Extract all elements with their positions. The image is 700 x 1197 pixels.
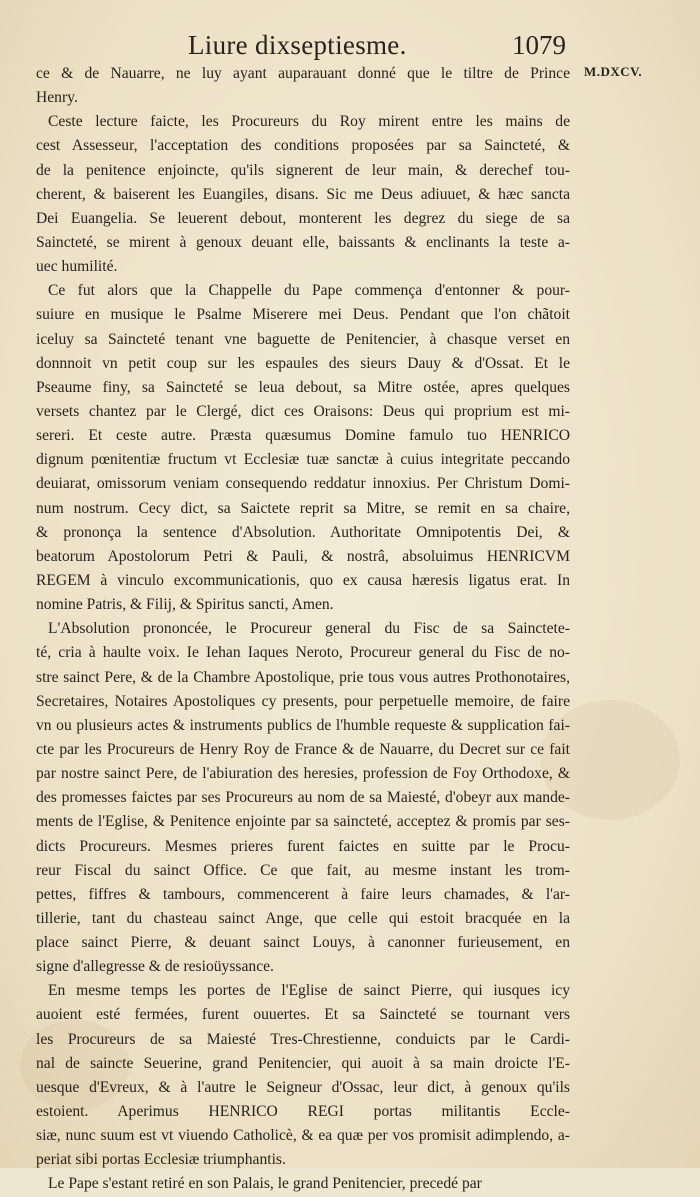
running-header xyxy=(0,30,700,64)
text-line: des promesses faictes par ses Procureurs au nom de sa Maiesté, d'obeyr aux mande- xyxy=(36,789,570,807)
text-line: donnnoit vn petit coup sur les espaules des sieurs Dauy & d'Ossat. Et le xyxy=(36,354,570,372)
text-line: beatorum Apostolorum Petri & Pauli, & nostrâ, absoluimus HENRICVM xyxy=(36,547,570,565)
text-line: nomine Patris, & Filij, & Spiritus sancti, Amen. xyxy=(36,596,334,614)
paragraph xyxy=(36,1172,570,1196)
text-line: Ce fut alors que la Chappelle du Pape commença d'entonner & pour- xyxy=(48,282,570,300)
text-line: ments de l'Eglise, & Penitence enjointe par sa saincteté, acceptez & promis par ses- xyxy=(36,813,570,831)
text-line: cherent, & baiserent les Euangiles, disans. Sic me Deus adiuuet, & hæc sancta xyxy=(36,185,570,203)
text-line: uec humilité. xyxy=(36,258,118,276)
text-line: & prononça la sentence d'Absolution. Authoritate Omnipotentis Dei, & xyxy=(36,523,570,541)
text-line: siæ, nunc suum est vt viuendo Catholicè, & ea quæ per vos promisit adimplendo, a- xyxy=(36,1127,570,1145)
text-line: auoient esté fermées, furent ouuertes. Et sa Saincteté se tournant vers xyxy=(36,1006,570,1024)
text-line: deuiarat, omissorum veniam consequendo reddatur innoxius. Per Christum Domi- xyxy=(36,475,570,493)
body-text xyxy=(36,62,570,1197)
paragraph xyxy=(36,617,570,979)
text-line: versets chantez par le Clergé, dict ces Oraisons: Deus qui proprium est mi- xyxy=(36,402,570,420)
paragraph xyxy=(36,279,570,617)
text-line: Pseaume finy, sa Saincteté se leua debout, sa Mitre ostée, apres quelques xyxy=(36,378,570,396)
text-line: dignum pœnitentiæ fructum vt Ecclesiæ tuæ sanctæ à cuius integritate peccando xyxy=(36,451,570,469)
paragraph xyxy=(36,110,570,279)
text-line: Le Pape s'estant retiré en son Palais, le grand Penitencier, precedé par xyxy=(48,1175,482,1193)
text-line: reur Fiscal du sainct Office. Ce que fait, au mesme instant les trom- xyxy=(36,861,570,879)
text-line: ce & de Nauarre, ne luy ayant auparauant donné que le tiltre de Prince xyxy=(36,65,570,82)
text-line: Saincteté, se mirent à genoux deuant elle, baissants & enclinants la teste a- xyxy=(36,233,570,251)
text-line: signe d'allegresse & de resioüyssance. xyxy=(36,958,274,976)
text-line: par nostre sainct Pere, de l'abiuration des heresies, profession de Foy Orthodoxe, & xyxy=(36,765,570,783)
text-line: tillerie, tant du chasteau sainct Ange, que celle qui estoit bracquée en la xyxy=(36,909,570,927)
text-line: estoient. Aperimus HENRICO REGI portas militantis Eccle- xyxy=(36,1103,570,1121)
text-line: Dei Euangelia. Se leuerent debout, monterent les degrez du siege de sa xyxy=(36,209,570,227)
text-line: Ceste lecture faicte, les Procureurs du Roy mirent entre les mains de xyxy=(48,113,570,131)
text-line: sereri. Et ceste autre. Præsta quæsumus Domine famulo tuo HENRICO xyxy=(36,427,570,445)
text-line: vn ou plusieurs actes & instruments publics de l'humble requeste & supplication fai- xyxy=(36,716,570,734)
text-line: cte par les Procureurs de Henry Roy de France & de Nauarre, du Decret sur ce fait xyxy=(36,740,570,758)
text-line: place sainct Pierre, & deuant sainct Louys, à canonner furieusement, en xyxy=(36,934,570,952)
text-line: stre sainct Pere, & de la Chambre Apostolique, prie tous vous autres Prothonotaires, xyxy=(36,668,570,686)
paragraph xyxy=(36,62,570,110)
page-number: 1079 xyxy=(512,30,566,60)
text-line: nal de saincte Seuerine, grand Penitencier, qui auoit à sa main droicte l'E- xyxy=(36,1054,570,1072)
text-line: periat sibi portas Ecclesiæ triumphantis. xyxy=(36,1151,286,1169)
text-line: Secretaires, Notaires Apostoliques cy presents, pour perpetuelle memoire, de faire xyxy=(36,692,570,710)
text-line: té, cria à haulte voix. Ie Iehan Iaques Neroto, Procureur general du Fisc de no- xyxy=(36,644,570,662)
text-line: REGEM à vinculo excommunicationis, quo ex causa hæresis ligatus erat. In xyxy=(36,571,570,589)
running-title: Liure dixseptiesme. xyxy=(188,30,407,60)
text-line: de la penitence enjoincte, qu'ils signerent de leur main, & derechef tou- xyxy=(36,161,570,179)
text-line: suiure en musique le Psalme Miserere mei Deus. Pendant que l'on chãtoit xyxy=(36,306,570,324)
text-line: En mesme temps les portes de l'Eglise de sainct Pierre, qui iusques icy xyxy=(48,982,570,1000)
text-line: dicts Procureurs. Mesmes prieres furent faictes en suitte par le Procu- xyxy=(36,837,570,855)
text-line: L'Absolution prononcée, le Procureur general du Fisc de sa Sainctete- xyxy=(48,620,570,638)
text-line: pettes, fiffres & tambours, commencerent à faire leurs chamades, & l'ar- xyxy=(36,885,570,903)
margin-year-note: M.DXCV. xyxy=(584,64,643,79)
text-line: uesque d'Evreux, & à l'autre le Seigneur d'Ossac, leur dict, à genoux qu'ils xyxy=(36,1078,570,1096)
text-line: Henry. xyxy=(36,89,78,107)
paragraph xyxy=(36,979,570,1172)
text-line: iceluy sa Saincteté tenant vne baguette de Penitencier, à chasque verset en xyxy=(36,330,570,348)
text-line: num nostrum. Cecy dict, sa Saictete reprit sa Mitre, se remit en sa chaire, xyxy=(36,499,570,517)
text-line: cest Assesseur, l'acceptation des conditions proposées par sa Saincteté, & xyxy=(36,137,570,155)
text-line: les Procureurs de sa Maiesté Tres-Chrestienne, conduicts par le Cardi- xyxy=(36,1030,570,1048)
